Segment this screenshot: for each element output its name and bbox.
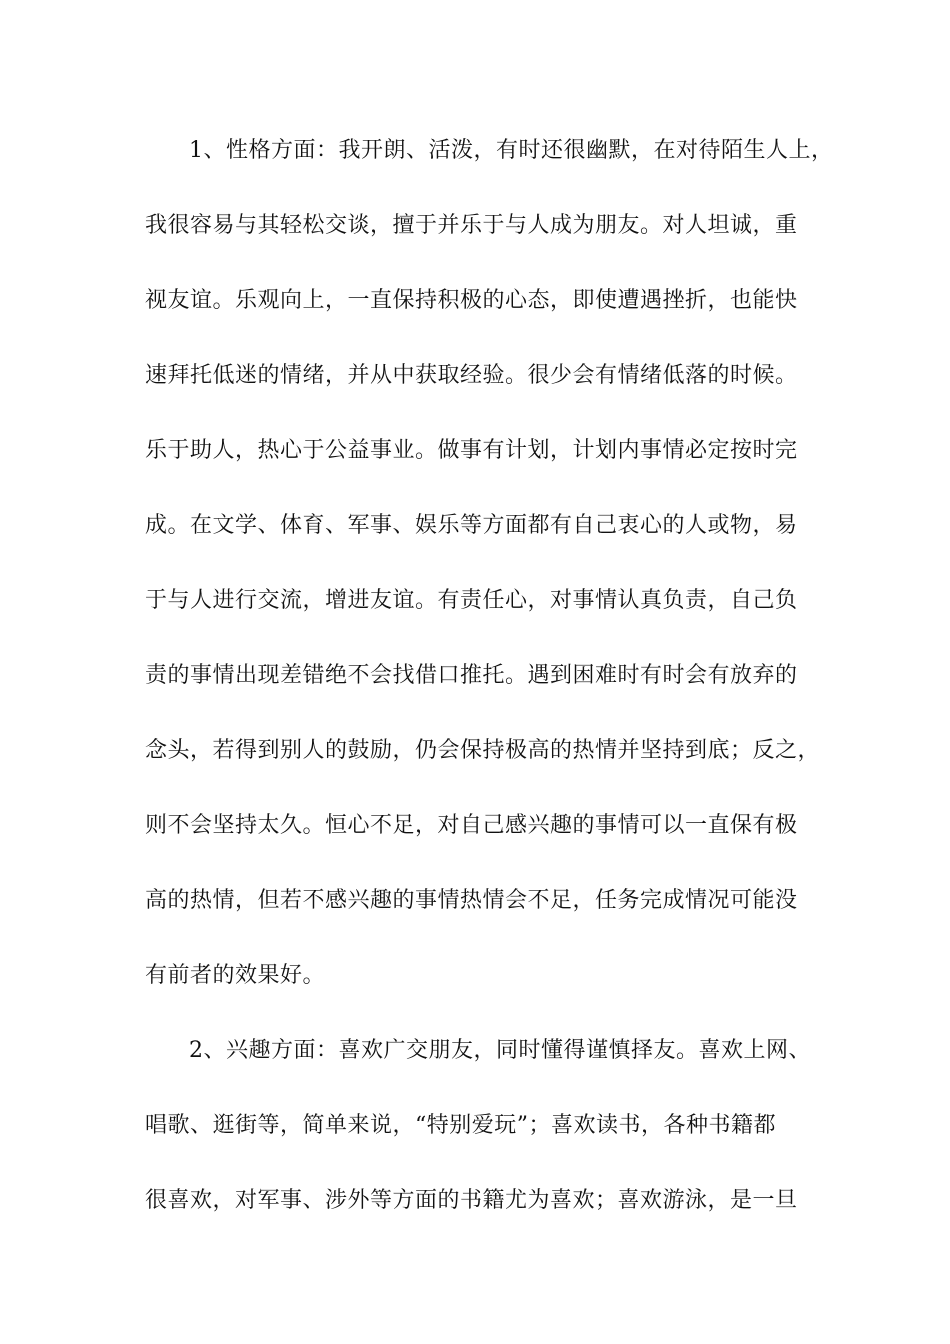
text-line: 速拜托低迷的情绪，并从中获取经验。很少会有情绪低落的时候。 — [145, 363, 798, 388]
text-line: 1、性格方面：我开朗、活泼，有时还很幽默，在对待陌生人上， — [189, 138, 834, 163]
text-line: 有前者的效果好。 — [145, 963, 326, 988]
text-line: 乐于助人，热心于公益事业。做事有计划，计划内事情必定按时完 — [145, 438, 798, 463]
text-line: 唱歌、逛街等，简单来说，“特别爱玩”；喜欢读书，各种书籍都 — [145, 1113, 776, 1138]
text-line: 我很容易与其轻松交谈，擅于并乐于与人成为朋友。对人坦诚，重 — [145, 213, 798, 238]
text-line: 视友谊。乐观向上，一直保持积极的心态，即使遭遇挫折，也能快 — [145, 288, 798, 313]
text-line: 很喜欢，对军事、涉外等方面的书籍尤为喜欢；喜欢游泳，是一旦 — [145, 1188, 798, 1213]
text-line: 2、兴趣方面：喜欢广交朋友，同时懂得谨慎择友。喜欢上网、 — [189, 1038, 811, 1063]
text-line: 成。在文学、体育、军事、娱乐等方面都有自己衷心的人或物，易 — [145, 513, 798, 538]
text-line: 责的事情出现差错绝不会找借口推托。遇到困难时有时会有放弃的 — [145, 663, 798, 688]
text-line: 则不会坚持太久。恒心不足，对自己感兴趣的事情可以一直保有极 — [145, 813, 798, 838]
text-line: 念头，若得到别人的鼓励，仍会保持极高的热情并坚持到底；反之， — [145, 738, 821, 763]
text-line: 高的热情，但若不感兴趣的事情热情会不足，任务完成情况可能没 — [145, 888, 798, 913]
text-line: 于与人进行交流，增进友谊。有责任心，对事情认真负责，自己负 — [145, 588, 798, 613]
